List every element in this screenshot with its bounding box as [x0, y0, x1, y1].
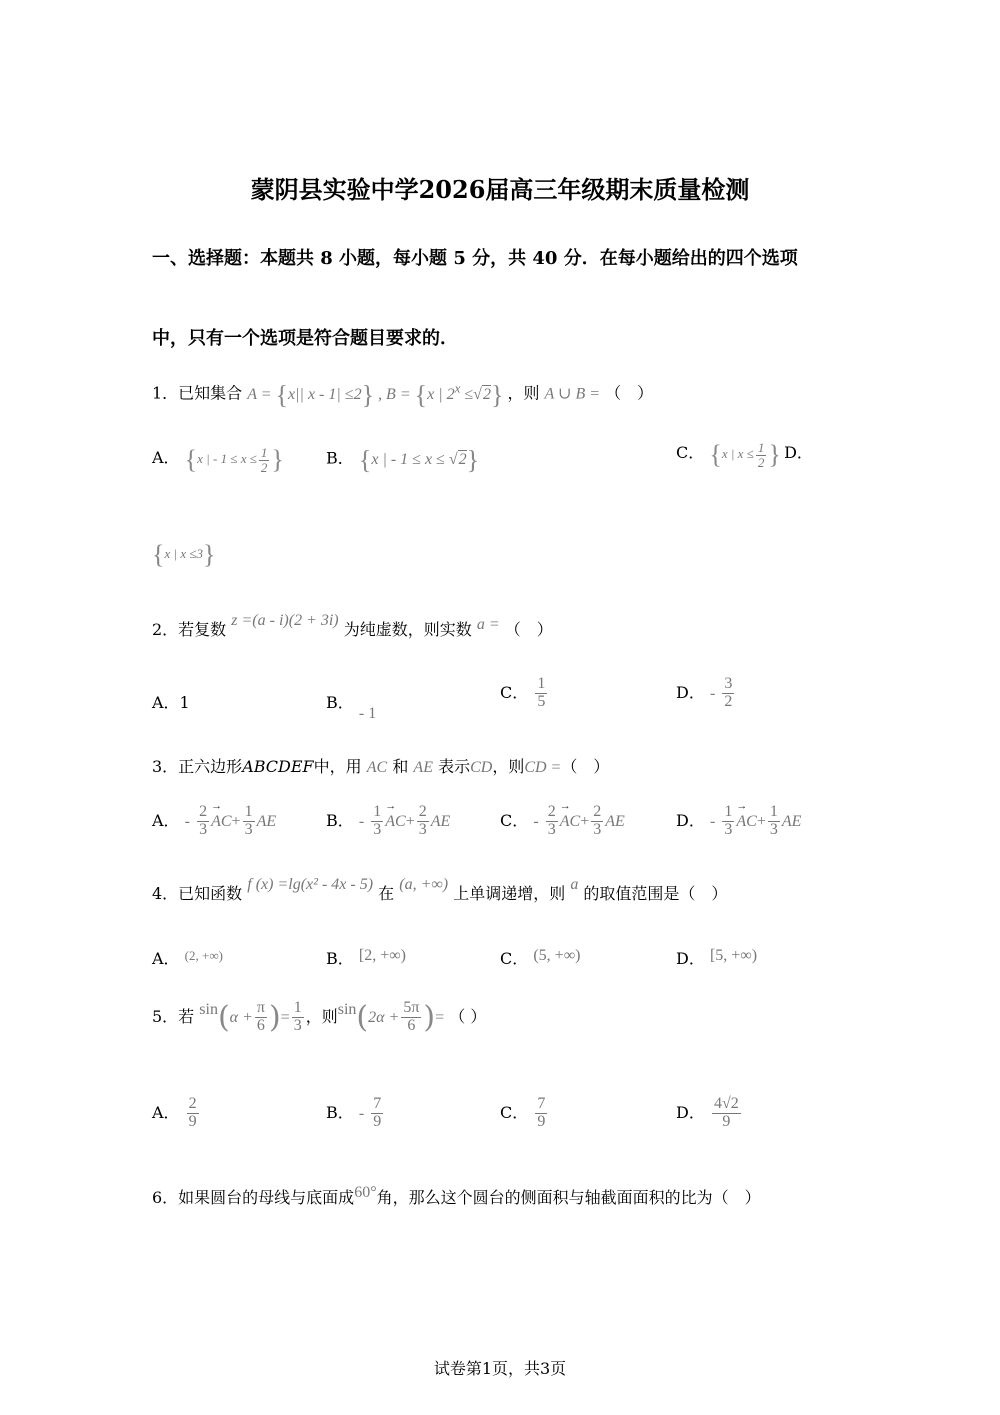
- q3-t1: 中，用: [313, 757, 362, 776]
- q4-interval: (a, +∞): [399, 876, 449, 893]
- q3-option-c[interactable]: [500, 804, 625, 839]
- q4-option-d-label: D．: [676, 949, 705, 968]
- q2-option-d-label: D．: [676, 682, 705, 702]
- q1-a-num: 1: [260, 444, 268, 460]
- q3-option-a[interactable]: [152, 804, 276, 839]
- q2-option-c[interactable]: [500, 676, 549, 711]
- q2-mid: 为纯虚数，则实数: [343, 620, 472, 639]
- q4-option-b[interactable]: [326, 946, 406, 969]
- q1-option-a-math: {x | - 1 ≤ x ≤ $\frac{1}{2}$ }: [184, 444, 284, 475]
- q2-option-b-label: B．: [326, 693, 354, 712]
- q5-option-c[interactable]: [500, 1096, 549, 1131]
- q3-d-sign: -: [709, 812, 716, 830]
- q1-option-a-label: A．: [152, 448, 180, 467]
- q3-option-d[interactable]: [676, 804, 801, 839]
- q3-b-d2: 3: [418, 820, 427, 838]
- q3-a-n1: 2: [199, 803, 208, 820]
- q5-option-b-label: B．: [326, 1102, 354, 1122]
- q1-sqrt2: 2: [482, 385, 491, 403]
- q5-option-b[interactable]: [326, 1096, 385, 1131]
- q1-option-a[interactable]: [152, 445, 284, 475]
- q4-option-c-label: C．: [500, 949, 529, 968]
- q3-t2: 和: [392, 757, 409, 776]
- q5-five-pi: 5π: [403, 999, 420, 1017]
- q3-option-b[interactable]: [326, 804, 450, 839]
- q5-eq-1: =: [280, 1009, 290, 1026]
- q5-two-alpha-plus: 2α +: [368, 1009, 400, 1026]
- q4-t1: 在: [378, 884, 395, 903]
- q5-pi: π: [256, 999, 265, 1017]
- q3-c-sign: -: [533, 812, 539, 830]
- q4-option-b-value: [2, +∞): [358, 947, 406, 964]
- q3-option-d-label: D．: [676, 810, 705, 830]
- q3-c-ac: → AC: [560, 813, 580, 830]
- q5-alpha-plus: α +: [229, 1009, 253, 1026]
- q3-c-plus: +: [580, 812, 590, 830]
- q3-c-ae: AE: [605, 812, 625, 830]
- q4-option-b-label: B．: [326, 949, 354, 968]
- q1-exp-sup: x: [454, 380, 461, 396]
- q2-option-c-label: C．: [500, 682, 529, 702]
- q5-three: 3: [293, 1017, 302, 1034]
- q3-a-plus: +: [231, 812, 241, 830]
- question-5: 5．若 sin(α + $\frac{\pi}{6}$ )= $\frac{1}{3}$ ，则sin(2α + $\frac{5\pi}{6}$ )= （ ）: [152, 999, 487, 1035]
- q5-six-2: 6: [407, 1017, 416, 1034]
- q2-math-z: z =(a - i)(2 + 3i): [231, 612, 339, 629]
- q3-prefix: 3．正六边形: [152, 757, 243, 776]
- q1-c-den: 2: [757, 454, 765, 470]
- q6-rest: 角，那么这个圆台的侧面积与轴截面面积的比为（ ）: [376, 1188, 761, 1207]
- q3-c-n2: 2: [593, 803, 602, 820]
- q5-option-a[interactable]: [152, 1096, 201, 1131]
- q1-paren: （ ）: [605, 383, 654, 403]
- q1-option-d-label: D．: [784, 443, 813, 462]
- q2-option-b[interactable]: [326, 690, 377, 722]
- q3-c-d1: 3: [547, 820, 556, 838]
- q3-c-d2: 3: [593, 820, 602, 838]
- q1-c-lhs: x | x ≤: [721, 446, 754, 461]
- q5-c-den: 9: [537, 1112, 546, 1130]
- q3-vec-ae: AE: [413, 759, 433, 776]
- q2-c-num: 1: [537, 675, 546, 692]
- q3-b-d1: 3: [373, 820, 382, 838]
- q1-option-b-math: {x | - 1 ≤ x ≤ √2}: [358, 445, 480, 474]
- q4-prefix: 4．已知函数: [152, 884, 243, 903]
- q5-one: 1: [293, 999, 302, 1017]
- q3-b-plus: +: [405, 812, 415, 830]
- q5-eq-2: =: [435, 1009, 445, 1026]
- q3-a-ac: → AC: [211, 813, 231, 830]
- q1-union: A ∪ B =: [544, 385, 601, 403]
- q5-option-d[interactable]: [676, 1096, 743, 1131]
- q3-a-d2: 3: [244, 820, 253, 838]
- q3-b-ac: → AC: [385, 813, 405, 830]
- q1-b-lhs: x | - 1 ≤ x ≤: [371, 450, 445, 468]
- q3-option-c-label: C．: [500, 810, 529, 830]
- q5-b-sign: -: [358, 1104, 365, 1122]
- q3-d-n1: 1: [724, 803, 733, 820]
- q5-t1: ，则: [305, 1007, 338, 1026]
- q3-a-ae: AE: [256, 812, 277, 830]
- q4-option-a-value: (2, +∞): [184, 948, 223, 963]
- q1-var-x: x: [288, 385, 296, 403]
- q4-t2: 上单调递增，则: [453, 884, 566, 903]
- q3-option-a-label: A．: [152, 810, 180, 830]
- q5-b-den: 9: [373, 1112, 382, 1130]
- q1-option-c-math: {x | x ≤ $\frac{1}{2}$ }: [709, 439, 781, 470]
- q3-a-sign: -: [184, 812, 190, 830]
- q4-var-a: a: [570, 876, 579, 893]
- q4-t3: 的取值范围是（ ）: [583, 884, 728, 903]
- q3-d-d1: 3: [724, 820, 733, 838]
- q1-prefix: 1．已知集合: [152, 383, 243, 403]
- q3-a-n2: 1: [244, 803, 253, 820]
- q3-d-ac: → AC: [736, 813, 756, 830]
- page-footer: 试卷第1页，共3页: [433, 1359, 567, 1378]
- q1-mid: ，则: [507, 383, 540, 403]
- q5-prefix: 5．若: [152, 1007, 195, 1026]
- q1-d-lhs: x | x ≤3: [164, 545, 203, 561]
- q3-hexagon: ABCDEF: [242, 757, 314, 776]
- q3-d-ae: AE: [781, 812, 802, 830]
- q4-option-c[interactable]: [500, 946, 580, 969]
- q3-a-d1: 3: [199, 820, 208, 838]
- q5-sin-1: sin: [199, 1001, 218, 1018]
- section-heading-line2: 中，只有一个选项是符合题目要求的．: [152, 328, 458, 349]
- question-6: [152, 1184, 761, 1208]
- q1-option-b-label: B．: [326, 448, 354, 468]
- question-1: [152, 380, 653, 410]
- q5-a-num: 2: [188, 1095, 197, 1112]
- q2-d-num: 3: [724, 675, 733, 692]
- q2-option-b-value: - 1: [358, 705, 377, 722]
- q1-set-A-label: A =: [247, 385, 272, 403]
- q1-a-den: 2: [260, 459, 268, 475]
- q1-exp-base: x | 2: [427, 385, 455, 403]
- q2-c-den: 5: [537, 692, 546, 710]
- q4-math-f: f (x) =lg(x² - 4x - 5): [247, 876, 374, 893]
- q5-option-c-label: C．: [500, 1102, 529, 1122]
- q4-option-a-label: A．: [152, 949, 180, 968]
- q3-cd-eq: CD =: [524, 759, 562, 776]
- q1-option-d[interactable]: [152, 540, 215, 570]
- q3-option-b-label: B．: [326, 810, 354, 830]
- q3-d-d2: 3: [769, 820, 778, 838]
- q5-option-a-label: A．: [152, 1102, 180, 1122]
- q2-option-d[interactable]: [676, 676, 736, 711]
- q3-c-n1: 2: [547, 803, 556, 820]
- q4-option-a[interactable]: [152, 946, 223, 969]
- q1-option-d-math: {x | x ≤3}: [152, 540, 216, 569]
- q1-c-num: 1: [757, 439, 765, 455]
- q3-b-ae: AE: [430, 812, 451, 830]
- q2-paren: （ ）: [504, 620, 553, 639]
- q3-t3: 表示: [438, 757, 471, 776]
- q2-math-a: a =: [476, 616, 500, 633]
- q6-prefix: 6．如果圆台的母线与底面成: [152, 1188, 355, 1207]
- question-2: [152, 612, 553, 640]
- q4-option-d-value: [5, +∞): [709, 947, 758, 964]
- q1-option-c-label: C．: [676, 443, 705, 462]
- q3-d-plus: +: [756, 812, 766, 830]
- question-3: [152, 754, 609, 777]
- q3-d-n2: 1: [769, 803, 778, 820]
- q5-d-den: 9: [722, 1112, 731, 1130]
- q5-b-num: 7: [373, 1095, 382, 1112]
- q3-t4: ，则: [492, 757, 525, 776]
- q5-sin-2: sin: [337, 1001, 357, 1018]
- q4-option-d[interactable]: [676, 946, 757, 969]
- q1-set-B-label: , B =: [378, 385, 411, 403]
- q3-b-sign: -: [358, 812, 365, 830]
- q2-prefix: 2．若复数: [152, 620, 227, 639]
- q1-option-c[interactable]: [676, 440, 813, 470]
- q1-abs-cond: || x - 1| ≤2: [295, 385, 362, 403]
- q3-paren: （ ）: [561, 757, 610, 776]
- page-title: 蒙阴县实验中学2026届高三年级期末质量检测: [250, 175, 750, 204]
- q3-vec-cd: CD: [470, 759, 493, 776]
- q5-six: 6: [256, 1017, 265, 1034]
- q3-b-n1: 1: [373, 803, 382, 820]
- q5-d-num: 4√2: [713, 1095, 739, 1112]
- q4-option-c-value: (5, +∞): [533, 947, 581, 964]
- q2-d-den: 2: [724, 692, 733, 710]
- q1-option-b[interactable]: [326, 445, 479, 475]
- q6-angle: 60°: [354, 1184, 377, 1201]
- q2-option-a[interactable]: A．1: [152, 693, 190, 712]
- q5-paren: （ ）: [449, 1007, 487, 1026]
- q1-set-expression: A = {x|| x - 1| ≤2} , B = {x | 2$^x$ ≤√2}: [247, 380, 504, 409]
- q5-c-num: 7: [537, 1095, 546, 1112]
- q1-le: ≤: [464, 385, 474, 403]
- section-heading-line1: 一、选择题：本题共 8 小题，每小题 5 分，共 40 分．在每小题给出的四个选项: [152, 248, 798, 269]
- q3-b-n2: 2: [418, 803, 427, 820]
- q1-a-lhs: x | - 1 ≤ x ≤: [197, 451, 257, 466]
- q5-option-d-label: D．: [676, 1102, 705, 1122]
- q2-d-sign: -: [709, 684, 716, 702]
- question-4: [152, 876, 727, 904]
- q1-b-sqrt: 2: [458, 450, 467, 468]
- q5-a-den: 9: [188, 1112, 197, 1130]
- q3-vec-ac: AC: [366, 759, 388, 776]
